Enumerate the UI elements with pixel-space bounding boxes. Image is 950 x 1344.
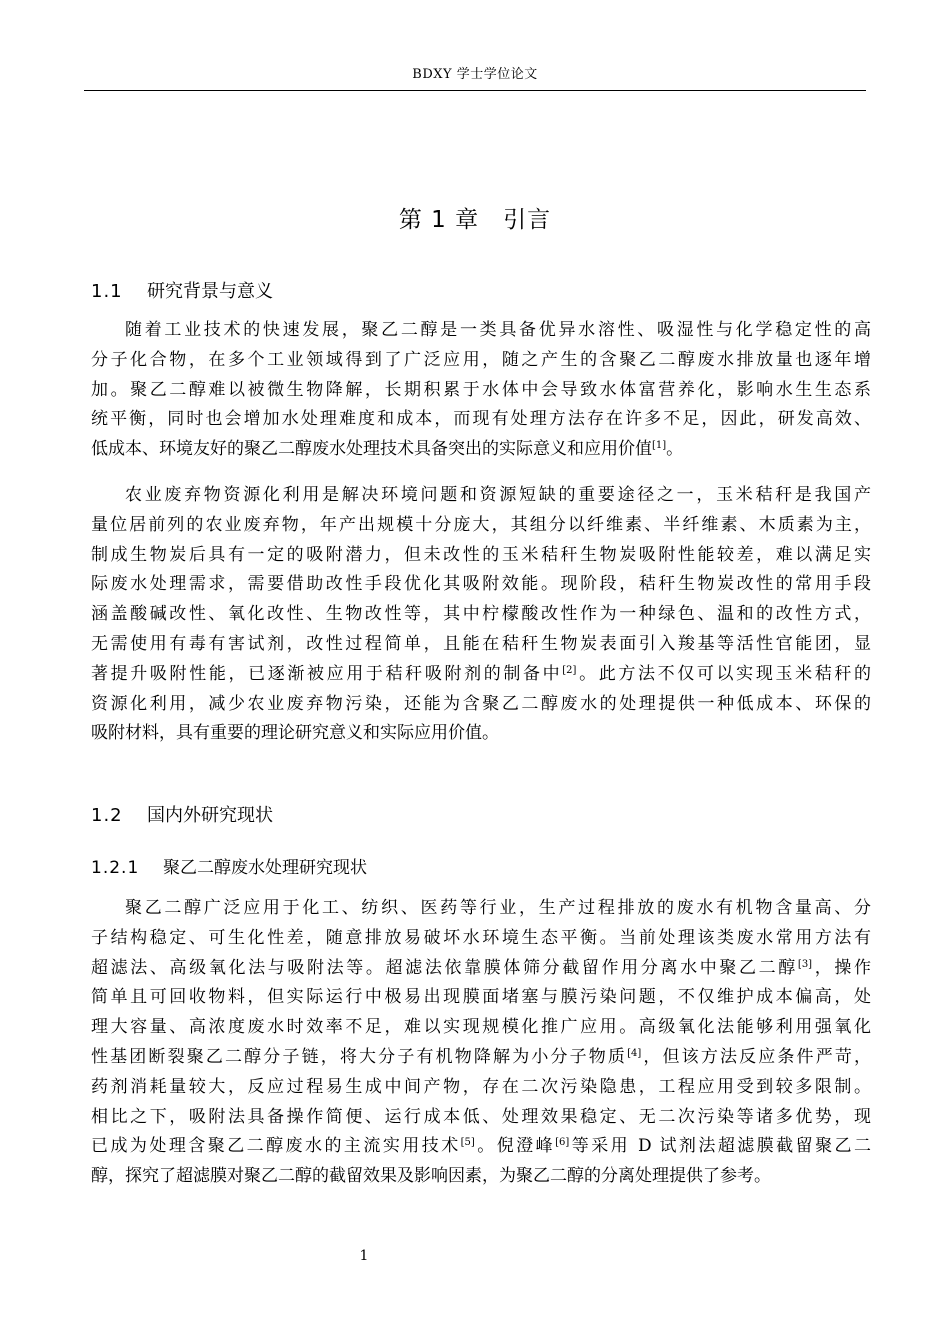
citation-ref: [4] [627,1047,642,1059]
paragraph-1 [91,316,871,465]
text-run: 子结构稳定、可生化性差，随意排放易破坏水环境生态平衡。当前处理该类废水常用方法有 [91,927,871,948]
text-run: 。 [666,439,684,460]
section-number: 1.2 [91,805,123,826]
text-run: 著提升吸附性能，已逐渐被应用于秸秆吸附剂的制备中 [91,663,563,684]
text-run: 已成为处理含聚乙二醇废水的主流实用技术 [91,1136,461,1157]
text-run: 农业废弃物资源化利用是解决环境问题和资源短缺的重要途径之一，玉米秸秆是我国产 [125,485,871,505]
paragraph-line [91,954,871,984]
section-number: 1.1 [91,281,123,302]
text-run: ，操作 [812,957,872,978]
paragraph-line [91,1132,871,1162]
paragraph-line [91,1162,871,1192]
text-run: 量位居前列的农业废弃物，年产出规模十分庞大，其组分以纤维素、半纤维素、木质素为主， [91,514,871,535]
paragraph-line [91,511,871,541]
subsection-number: 1.2.1 [91,858,140,878]
text-run: 低成本、环境友好的聚乙二醇废水处理技术具备突出的实际意义和应用价值 [91,439,652,460]
running-header: BDXY 学士学位论文 [412,67,538,82]
paragraph-line [91,719,871,749]
text-run: 超滤法、高级氧化法与吸附法等。超滤法依靠膜体筛分截留作用分离水中聚乙二醇 [91,957,798,978]
paragraph-line [91,924,871,954]
text-run: 。倪澄峰 [474,1136,556,1157]
text-run: 简单且可回收物料，但实际运行中极易出现膜面堵塞与膜污染问题，不仅维护成本偏高，处 [91,987,871,1008]
text-run: 分子化合物，在多个工业领域得到了广泛应用，随之产生的含聚乙二醇废水排放量也逐年增 [91,349,871,370]
paragraph-line [91,660,871,690]
text-run: 涵盖酸碱改性、氧化改性、生物改性等，其中柠檬酸改性作为一种绿色、温和的改性方式， [91,604,871,625]
paragraph-line [91,376,871,406]
paragraph-line [91,435,871,465]
text-run: 醇，探究了超滤膜对聚乙二醇的截留效果及影响因素，为聚乙二醇的分离处理提供了参考。 [91,1166,771,1187]
paragraph-line [91,894,871,924]
paragraph-line [91,481,871,511]
citation-ref: [6] [555,1137,570,1149]
citation-ref: [1] [652,440,667,452]
section-title: 国内外研究现状 [147,805,273,826]
text-run: 加。聚乙二醇难以被微生物降解，长期积累于水体中会导致水体富营养化，影响水生生态系 [91,379,871,400]
citation-ref: [3] [797,958,813,970]
text-run: 性基团断裂聚乙二醇分子链，将大分子有机物降解为小分子物质 [91,1046,628,1067]
paragraph-line [91,690,871,720]
paragraph-line [91,630,871,660]
text-run: 无需使用有毒有害试剂，改性过程简单，且能在秸秆生物炭表面引入羧基等活性官能团，显 [91,633,871,654]
citation-ref: [5] [460,1137,475,1149]
text-run: 。此方法不仅可以实现玉米秸秆的 [576,663,872,684]
header-rule [84,90,866,91]
paragraph-line [91,1073,871,1103]
paragraph-line [91,570,871,600]
paragraph-line [91,316,871,346]
paragraph-line [91,1013,871,1043]
text-run: 药剂消耗量较大，反应过程易生成中间产物，存在二次污染隐患，工程应用受到较多限制。 [91,1076,871,1097]
text-run: 聚乙二醇广泛应用于化工、纺织、医药等行业，生产过程排放的废水有机物含量高、分 [125,898,871,918]
text-run: 相比之下，吸附法具备操作简便、运行成本低、处理效果稳定、无二次污染等诸多优势，现 [91,1106,871,1127]
subsection-heading-1-2-1 [91,855,367,881]
text-run: 理大容量、高浓度废水时效率不足，难以实现规模化推广应用。高级氧化法能够利用强氧化 [91,1017,871,1038]
paragraph-line [91,346,871,376]
section-title: 研究背景与意义 [147,281,273,302]
text-run: 资源化利用，减少农业废弃物污染，还能为含聚乙二醇废水的处理提供一种低成本、环保的 [91,693,871,714]
subsection-title: 聚乙二醇废水处理研究现状 [163,858,367,878]
paragraph-3 [91,894,871,1192]
section-heading-1-2 [91,803,273,829]
citation-ref: [2] [562,664,577,676]
text-run: ，但该方法反应条件严苛， [641,1046,871,1067]
paragraph-line [91,405,871,435]
paragraph-line [91,983,871,1013]
paragraph-2 [91,481,871,749]
paragraph-line [91,600,871,630]
text-run: 统平衡，同时也会增加水处理难度和成本，而现有处理方法存在许多不足，因此，研发高效、 [91,409,871,430]
text-run: 际废水处理需求，需要借助改性手段优化其吸附效能。现阶段，秸秆生物炭改性的常用手段 [91,574,871,595]
paragraph-line [91,541,871,571]
text-run: 制成生物炭后具有一定的吸附潜力，但未改性的玉米秸秆生物炭吸附性能较差，难以满足实 [91,544,871,565]
chapter-title: 第 1 章 引言 [398,207,552,233]
paragraph-line [91,1103,871,1133]
text-run: 吸附材料，具有重要的理论研究意义和实际应用价值。 [91,723,499,744]
text-run: 等采用 D 试剂法超滤膜截留聚乙二 [569,1136,872,1157]
paragraph-line [91,1043,871,1073]
text-run: 随着工业技术的快速发展，聚乙二醇是一类具备优异水溶性、吸湿性与化学稳定性的高 [125,320,871,340]
page-number: 1 [359,1248,369,1264]
section-heading-1-1 [91,279,273,305]
